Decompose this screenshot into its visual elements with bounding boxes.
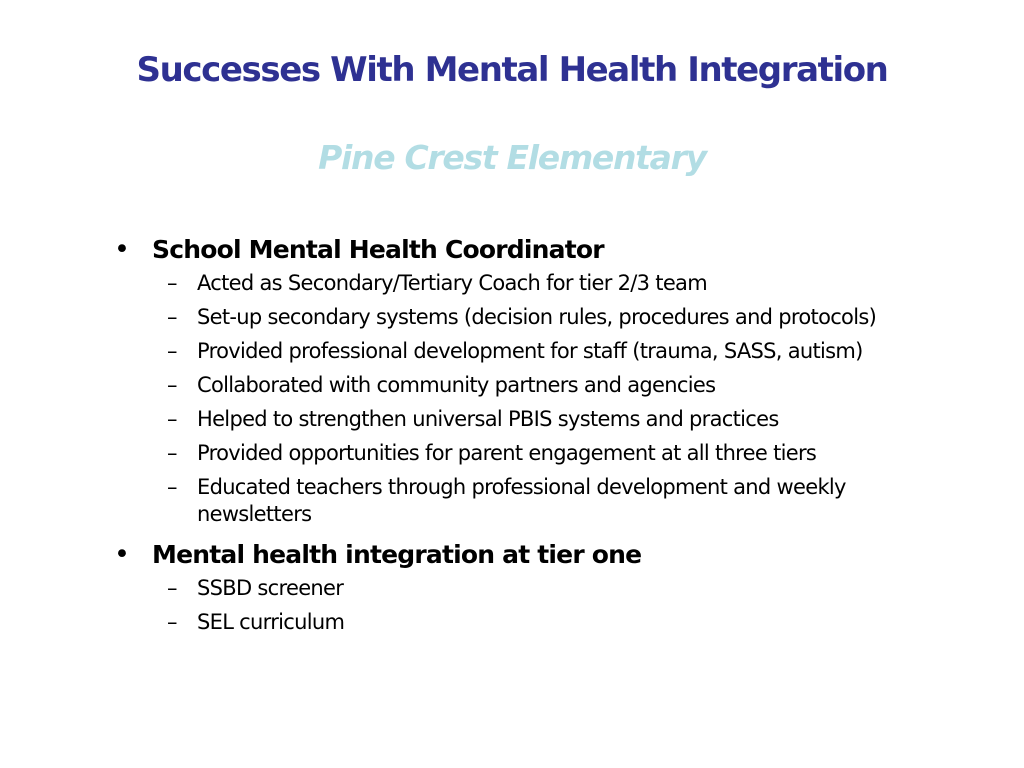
sub-bullet-item <box>152 304 942 331</box>
sub-bullet-text: SSBD screener <box>197 576 344 600</box>
sub-bullet-text: Set-up secondary systems (decision rules, procedures and protocols) <box>197 305 877 329</box>
sub-bullet-marker: – <box>167 441 178 465</box>
sub-bullet-item <box>152 372 942 399</box>
bullet-marker: • <box>114 539 130 570</box>
sub-bullet-list <box>152 575 942 636</box>
sub-bullet-text: SEL curriculum <box>197 610 345 634</box>
sub-bullet-text: Provided opportunities for parent engagement at all three tiers <box>197 441 817 465</box>
slide-subtitle: Pine Crest Elementary <box>318 138 706 177</box>
sub-bullet-item <box>152 440 942 467</box>
sub-bullet-marker: – <box>167 271 178 295</box>
sub-bullet-item <box>152 575 942 602</box>
sub-bullet-item <box>152 474 942 528</box>
sub-bullet-marker: – <box>167 339 178 363</box>
sub-bullet-text: Collaborated with community partners and agencies <box>197 373 716 397</box>
sub-bullet-text: Helped to strengthen universal PBIS systems and practices <box>197 407 779 431</box>
sub-bullet-item <box>152 406 942 433</box>
sub-bullet-marker: – <box>167 407 178 431</box>
sub-bullet-item <box>152 270 942 297</box>
slide-title: Successes With Mental Health Integration <box>136 50 888 90</box>
bullet-text: School Mental Health Coordinator <box>152 235 604 264</box>
bullet-item <box>112 535 942 636</box>
bullet-item <box>112 230 942 528</box>
bullet-text: Mental health integration at tier one <box>152 540 642 569</box>
sub-bullet-text: Educated teachers through professional development and weekly newsletters <box>197 475 846 526</box>
sub-bullet-text: Provided professional development for staff (trauma, SASS, autism) <box>197 339 863 363</box>
sub-bullet-list <box>152 270 942 528</box>
sub-bullet-item <box>152 609 942 636</box>
sub-bullet-marker: – <box>167 576 178 600</box>
sub-bullet-item <box>152 338 942 365</box>
bullet-marker: • <box>114 234 130 265</box>
sub-bullet-marker: – <box>167 373 178 397</box>
bullet-list <box>112 230 942 643</box>
sub-bullet-text: Acted as Secondary/Tertiary Coach for tier 2/3 team <box>197 271 707 295</box>
sub-bullet-marker: – <box>167 305 178 329</box>
sub-bullet-marker: – <box>167 610 178 634</box>
sub-bullet-marker: – <box>167 475 178 499</box>
